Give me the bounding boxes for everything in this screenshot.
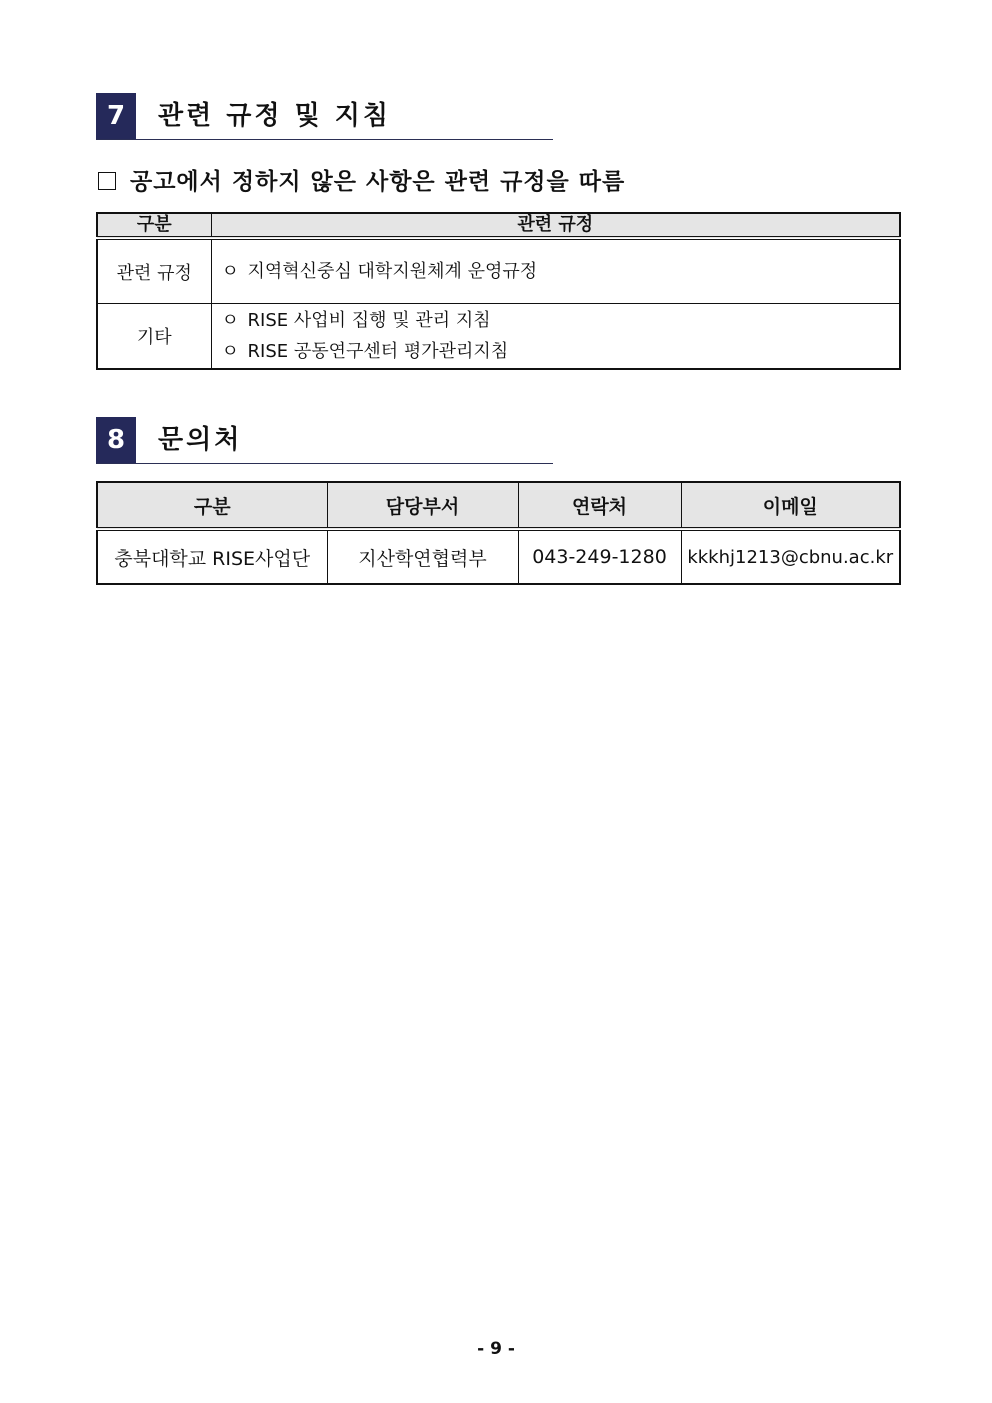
checkbox-square-icon (98, 172, 116, 190)
section-8-number: 8 (96, 417, 136, 463)
table-header-email: 이메일 (681, 482, 900, 529)
list-item: ㅇ RISE 공동연구센터 평가관리지침 (222, 336, 900, 367)
page-number: - 9 - (477, 1339, 515, 1359)
table-row (97, 238, 900, 304)
section-7-number: 7 (96, 93, 136, 139)
table-header-category: 구분 (97, 482, 327, 529)
table-header-department: 담당부서 (327, 482, 518, 529)
section-7-title: 관련 규정 및 지침 (158, 101, 391, 131)
list-item: ㅇ 지역혁신중심 대학지원체계 운영규정 (222, 256, 900, 287)
list-item: ㅇ RISE 사업비 집행 및 관리 지침 (222, 305, 900, 336)
section-8-heading (96, 417, 553, 464)
section-7-heading (96, 93, 553, 140)
row-items (211, 238, 900, 304)
row-category: 관련 규정 (97, 238, 211, 304)
contact-table (96, 481, 901, 585)
bullet-icon: ㅇ (221, 261, 239, 282)
bullet-icon: ㅇ (221, 310, 239, 331)
table-header-category: 구분 (97, 213, 211, 238)
regulations-table (96, 212, 901, 370)
table-row (97, 529, 900, 584)
table-header-phone: 연락처 (518, 482, 681, 529)
bullet-icon: ㅇ (221, 341, 239, 362)
contact-email: kkkhj1213@cbnu.ac.kr (681, 529, 900, 584)
table-header-regulation: 관련 규정 (211, 213, 900, 238)
subheading (98, 165, 625, 199)
contact-organization: 충북대학교 RISE사업단 (97, 529, 327, 584)
table-row (97, 304, 900, 370)
row-category: 기타 (97, 304, 211, 370)
section-8-title: 문의처 (158, 425, 243, 455)
subheading-text: 공고에서 정하지 않은 사항은 관련 규정을 따름 (130, 169, 626, 195)
contact-department: 지산학연협력부 (327, 529, 518, 584)
contact-phone: 043-249-1280 (518, 529, 681, 584)
row-items (211, 304, 900, 370)
